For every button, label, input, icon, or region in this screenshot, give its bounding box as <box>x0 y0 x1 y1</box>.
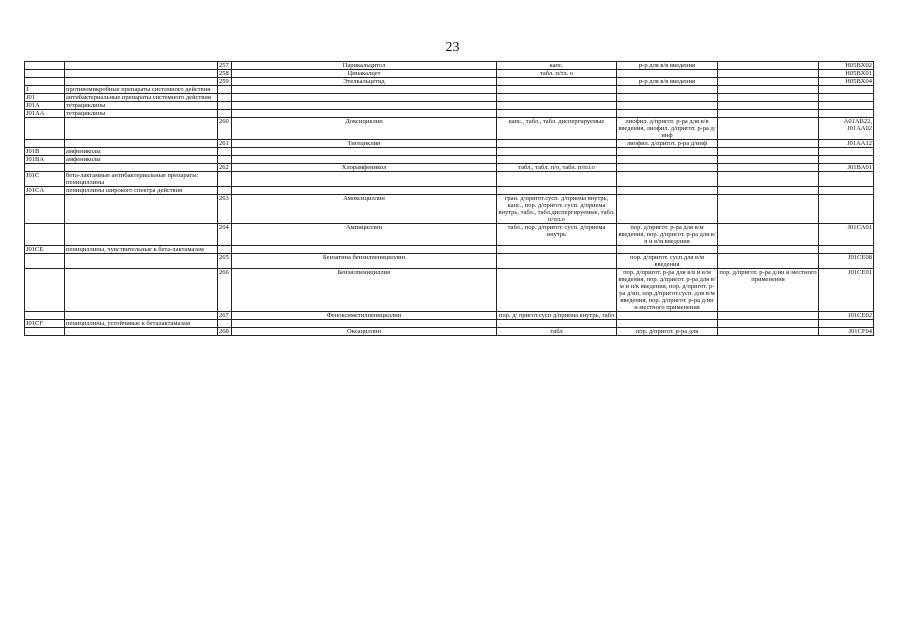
atc-group-name-cell: тетрациклины <box>65 102 218 110</box>
drug-name-cell <box>232 172 497 187</box>
drug-number-cell <box>218 156 232 164</box>
drug-name-cell <box>232 156 497 164</box>
atc-group-code-cell <box>25 140 65 148</box>
oral-forms-cell: табл., пор. д/пригот. сусп. д/приема внутрь <box>497 224 617 246</box>
atc-code-cell <box>819 195 874 224</box>
drug-name-cell: Ампициллин <box>232 224 497 246</box>
injection-forms-cell: пор. д/пригот. сусп.для в/м введения <box>617 254 718 269</box>
atc-group-name-cell <box>65 78 218 86</box>
injection-forms-cell <box>617 70 718 78</box>
atc-code-cell <box>819 148 874 156</box>
drug-number-cell <box>218 148 232 156</box>
drug-number-cell <box>218 172 232 187</box>
drug-name-cell <box>232 86 497 94</box>
atc-code-cell <box>819 320 874 328</box>
atc-group-code-cell: J01CA <box>25 187 65 195</box>
drug-name-cell: Амоксициллин <box>232 195 497 224</box>
injection-forms-cell <box>617 195 718 224</box>
injection-forms-cell: р-р для в/в введения <box>617 78 718 86</box>
injection-forms-cell <box>617 312 718 320</box>
atc-group-code-cell <box>25 224 65 246</box>
atc-code-cell: J01CE01 <box>819 269 874 312</box>
atc-group-code-cell: J <box>25 86 65 94</box>
injection-forms-cell <box>617 156 718 164</box>
oral-forms-cell <box>497 320 617 328</box>
table-row <box>25 62 874 70</box>
drug-name-cell: Оксациллин <box>232 328 497 336</box>
atc-code-cell: H05BX01 <box>819 70 874 78</box>
other-forms-cell <box>718 187 819 195</box>
oral-forms-cell <box>497 172 617 187</box>
injection-forms-cell <box>617 110 718 118</box>
table-row <box>25 254 874 269</box>
drug-name-cell <box>232 102 497 110</box>
other-forms-cell <box>718 312 819 320</box>
other-forms-cell <box>718 86 819 94</box>
injection-forms-cell: р-р для в/в введения <box>617 62 718 70</box>
table-row <box>25 195 874 224</box>
oral-forms-cell <box>497 86 617 94</box>
atc-code-cell: H05BX04 <box>819 78 874 86</box>
atc-group-code-cell: J01C <box>25 172 65 187</box>
atc-group-code-cell <box>25 328 65 336</box>
atc-group-name-cell <box>65 195 218 224</box>
oral-forms-cell <box>497 140 617 148</box>
atc-group-name-cell: бета-лактамные антибактериальные препараты: пенициллины <box>65 172 218 187</box>
atc-group-code-cell <box>25 269 65 312</box>
table-row <box>25 156 874 164</box>
atc-code-cell: J01CE02 <box>819 312 874 320</box>
atc-group-code-cell <box>25 70 65 78</box>
table-row <box>25 140 874 148</box>
atc-code-cell: H05BX02 <box>819 62 874 70</box>
table-row <box>25 320 874 328</box>
other-forms-cell <box>718 102 819 110</box>
oral-forms-cell: пор. д/ пригот.сусп д/приема внутрь, табл <box>497 312 617 320</box>
drug-list-table <box>24 61 874 336</box>
atc-code-cell: A01AB22, J01AA02 <box>819 118 874 140</box>
other-forms-cell <box>718 320 819 328</box>
table-row <box>25 78 874 86</box>
oral-forms-cell <box>497 94 617 102</box>
drug-number-cell: 264 <box>218 224 232 246</box>
drug-number-cell <box>218 110 232 118</box>
atc-group-name-cell <box>65 164 218 172</box>
oral-forms-cell <box>497 110 617 118</box>
oral-forms-cell <box>497 102 617 110</box>
drug-name-cell: Бензатина бензилпенициллин <box>232 254 497 269</box>
drug-name-cell <box>232 320 497 328</box>
atc-group-name-cell: пенициллины, устойчивые к беталактамазам <box>65 320 218 328</box>
injection-forms-cell <box>617 86 718 94</box>
drug-number-cell: 261 <box>218 140 232 148</box>
oral-forms-cell: гран. д/пригот.сусп. д/приема внутрь, капс., пор. д/пригот. сусп. д/приема внутрь, табл., табл.диспергируемые, табл. п/пл.о <box>498 195 615 223</box>
table-row <box>25 148 874 156</box>
injection-forms-cell <box>617 148 718 156</box>
drug-number-cell: 267 <box>218 312 232 320</box>
atc-group-code-cell: J01B <box>25 148 65 156</box>
atc-code-cell <box>819 110 874 118</box>
injection-forms-cell: пор. д/пригот. р-ра для в/в и в/м введения, пор. д/пригот. р-ра для в/м и п/к введения, пор. д/пригот. р-ра д/ин, пор.д/пригот.сусп. для в/м введения, пор. д/пригот. р-ра д/ин и местного применения <box>618 269 716 311</box>
drug-name-cell: Парикальцитол <box>232 62 497 70</box>
atc-group-code-cell: J01BA <box>25 156 65 164</box>
drug-number-cell: 259 <box>218 78 232 86</box>
drug-name-cell <box>232 110 497 118</box>
table-row <box>25 312 874 320</box>
oral-forms-cell <box>497 148 617 156</box>
atc-code-cell <box>819 246 874 254</box>
atc-group-code-cell <box>25 62 65 70</box>
oral-forms-cell <box>497 187 617 195</box>
injection-forms-cell <box>617 246 718 254</box>
atc-group-name-cell <box>65 62 218 70</box>
table-row <box>25 110 874 118</box>
other-forms-cell <box>718 110 819 118</box>
injection-forms-cell <box>617 164 718 172</box>
oral-forms-cell: табл <box>497 328 617 336</box>
table-row <box>25 328 874 336</box>
other-forms-cell <box>718 156 819 164</box>
drug-number-cell <box>218 102 232 110</box>
table-row <box>25 86 874 94</box>
other-forms-cell <box>718 118 819 140</box>
other-forms-cell <box>718 328 819 336</box>
atc-group-code-cell: J01CF <box>25 320 65 328</box>
drug-number-cell: 265 <box>218 254 232 269</box>
drug-name-cell <box>232 187 497 195</box>
drug-name-cell: Этелкальцетид <box>232 78 497 86</box>
atc-code-cell: J01CF04 <box>819 328 874 336</box>
atc-group-name-cell: пенициллины, чувствительные к бета-лактамазам <box>65 246 218 254</box>
drug-number-cell <box>218 94 232 102</box>
other-forms-cell <box>718 172 819 187</box>
drug-name-cell: Доксициклин <box>232 118 497 140</box>
other-forms-cell <box>718 70 819 78</box>
drug-name-cell: Цинакалцет <box>232 70 497 78</box>
drug-number-cell <box>218 320 232 328</box>
atc-group-name-cell: амфениколы <box>65 156 218 164</box>
oral-forms-cell <box>497 246 617 254</box>
atc-group-name-cell: пенициллины широкого спектра действия <box>65 187 218 195</box>
other-forms-cell: пор. д/пригот. р-ра д/ин и местного применения <box>718 269 819 312</box>
drug-name-cell <box>232 94 497 102</box>
table-row <box>25 187 874 195</box>
drug-number-cell: 268 <box>218 328 232 336</box>
other-forms-cell <box>718 246 819 254</box>
atc-code-cell <box>819 86 874 94</box>
atc-code-cell: J01AA12 <box>819 140 874 148</box>
atc-group-code-cell: J01CE <box>25 246 65 254</box>
table-row <box>25 164 874 172</box>
atc-group-name-cell: тетрациклины <box>65 110 218 118</box>
injection-forms-cell <box>617 172 718 187</box>
drug-number-cell: 260 <box>218 118 232 140</box>
other-forms-cell <box>718 254 819 269</box>
table-row <box>25 172 874 187</box>
drug-number-cell: 266 <box>218 269 232 312</box>
atc-group-code-cell <box>25 195 65 224</box>
atc-group-code-cell <box>25 254 65 269</box>
drug-name-cell: Бензилпенициллин <box>232 269 497 312</box>
atc-group-name-cell <box>65 118 218 140</box>
atc-code-cell <box>819 187 874 195</box>
oral-forms-cell <box>497 269 617 312</box>
page-number: 23 <box>445 40 460 55</box>
oral-forms-cell: капс., табл., табл. диспергируемые <box>497 118 617 140</box>
atc-code-cell: J01CA01 <box>819 224 874 246</box>
drug-number-cell <box>218 86 232 94</box>
other-forms-cell <box>718 78 819 86</box>
other-forms-cell <box>718 94 819 102</box>
atc-group-name-cell: амфениколы <box>65 148 218 156</box>
atc-group-name-cell: антибактериальные препараты системного действия <box>65 94 218 102</box>
other-forms-cell <box>718 140 819 148</box>
drug-name-cell: Хлорамфеникол <box>232 164 497 172</box>
oral-forms-cell: табл. п/тл. о <box>497 70 617 78</box>
oral-forms-cell <box>497 254 617 269</box>
injection-forms-cell <box>617 187 718 195</box>
atc-code-cell <box>819 102 874 110</box>
oral-forms-cell: табл., табл. п/о, табл. п/пл.о <box>497 164 617 172</box>
atc-code-cell <box>819 156 874 164</box>
other-forms-cell <box>718 148 819 156</box>
atc-group-name-cell <box>65 254 218 269</box>
atc-group-name-cell <box>65 269 218 312</box>
drug-number-cell: 262 <box>218 164 232 172</box>
atc-group-code-cell <box>25 118 65 140</box>
other-forms-cell <box>718 195 819 224</box>
oral-forms-cell <box>497 78 617 86</box>
drug-name-cell: Феноксиметилпенициллин <box>232 312 497 320</box>
table-row <box>25 246 874 254</box>
drug-number-cell: 263 <box>218 195 232 224</box>
table-row <box>25 94 874 102</box>
drug-number-cell: 258 <box>218 70 232 78</box>
atc-group-name-cell <box>65 224 218 246</box>
drug-number-cell <box>218 246 232 254</box>
atc-group-code-cell <box>25 78 65 86</box>
atc-group-name-cell <box>65 328 218 336</box>
injection-forms-cell: пор. д/пригот. р-ра для <box>617 328 718 336</box>
injection-forms-cell <box>617 94 718 102</box>
oral-forms-cell <box>497 156 617 164</box>
drug-number-cell <box>218 187 232 195</box>
atc-group-name-cell <box>65 140 218 148</box>
atc-code-cell <box>819 94 874 102</box>
atc-group-code-cell <box>25 312 65 320</box>
injection-forms-cell: пор. д/пригот. р-ра для в/м введения, пор. д/пригот. р-ра для в/в и в/м введения <box>618 224 716 245</box>
drug-name-cell: Тигециклин <box>232 140 497 148</box>
other-forms-cell <box>718 224 819 246</box>
injection-forms-cell <box>617 102 718 110</box>
atc-code-cell: J01BA01 <box>819 164 874 172</box>
drug-number-cell: 257 <box>218 62 232 70</box>
injection-forms-cell: лиофил. д/пригот. р-ра д/инф <box>617 140 718 148</box>
oral-forms-cell: капс. <box>497 62 617 70</box>
table-row <box>25 224 874 246</box>
table-row <box>25 70 874 78</box>
table-row <box>25 102 874 110</box>
atc-group-code-cell: J01 <box>25 94 65 102</box>
atc-group-code-cell <box>25 164 65 172</box>
atc-group-code-cell: J01A <box>25 102 65 110</box>
atc-code-cell: J01CE08 <box>819 254 874 269</box>
injection-forms-cell: лиофил. д/пригот. р-ра для в/в введения, лиофил. д/пригот. р-ра д/инф <box>618 118 716 139</box>
injection-forms-cell <box>617 320 718 328</box>
atc-code-cell <box>819 172 874 187</box>
atc-group-name-cell <box>65 70 218 78</box>
drug-name-cell <box>232 246 497 254</box>
other-forms-cell <box>718 164 819 172</box>
drug-name-cell <box>232 148 497 156</box>
atc-group-name-cell: противомикробные препараты системного действия <box>65 86 218 94</box>
other-forms-cell <box>718 62 819 70</box>
atc-group-name-cell <box>65 312 218 320</box>
table-row <box>25 269 874 312</box>
atc-group-code-cell: J01AA <box>25 110 65 118</box>
table-row <box>25 118 874 140</box>
